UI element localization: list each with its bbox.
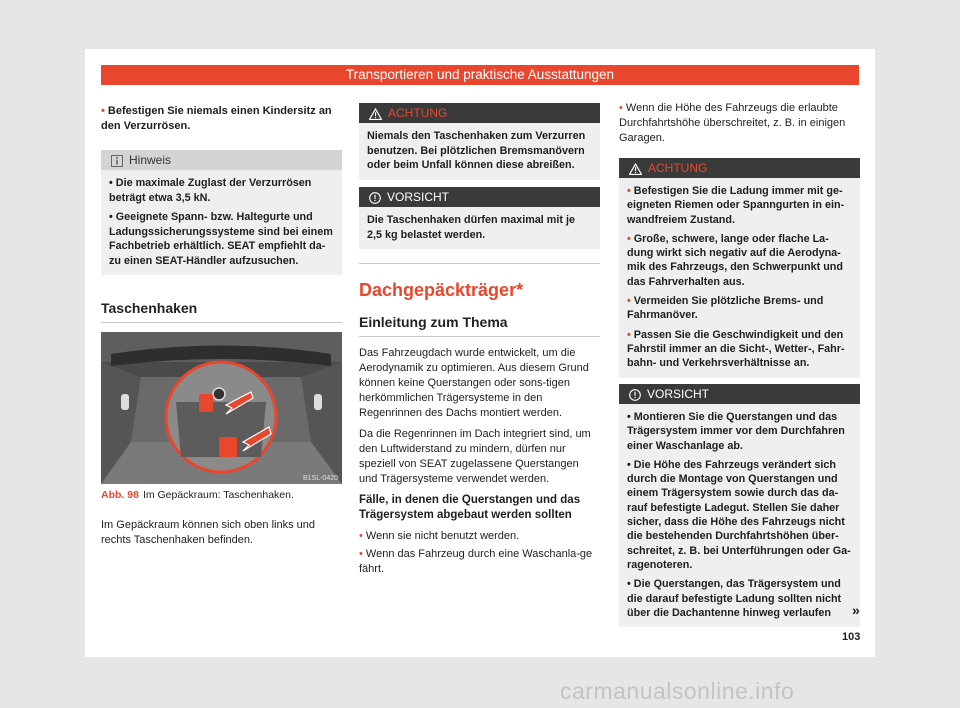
bullet-height: • Wenn die Höhe des Fahrzeugs die erlaubte Durchfahrtshöhe überschreitet, z. B. in einigen Garagen. (619, 102, 846, 144)
divider (359, 336, 600, 337)
hinweis-body (101, 170, 342, 275)
trunk-illustration (101, 332, 342, 484)
section-taschenhaken (101, 300, 342, 323)
vorsicht-item: • Die Höhe des Fahrzeugs verändert sich durch die Montage von Querstangen und einem Trägersystem sowie durch das da-rauf befestigte Ladegut. Stellen Sie daher sicher, dass die Höhe des Fahrzeugs nicht die bestehenden Durchfahrtshöhen über-schreitet, z. B. bei Unterführungen oder Ga-ragenoteren. (627, 458, 851, 571)
achtung-item: • Befestigen Sie die Ladung immer mit ge-eigneten Riemen oder Spanngurten in ein-wandfreiem Zustand. (627, 185, 845, 226)
subsection-title: Einleitung zum Thema (359, 314, 508, 330)
achtung-item: • Große, schwere, lange oder flache La-dung wirkt sich negativ auf die Aerodyna-mik des Fahrzeugs, den Schwerpunkt und das Fahrverhalten aus. (627, 232, 843, 288)
hinweis-item: • Die maximale Zuglast der Verzurrösen beträgt etwa 3,5 kN. (109, 177, 312, 204)
vorsicht-box-hooks (359, 187, 600, 249)
figure-code: B1SL-0420 (302, 475, 338, 482)
vorsicht-body: Die Taschenhaken dürfen maximal mit je 2,5 kg belastet werden. (367, 214, 576, 241)
info-icon (111, 155, 123, 167)
figure-trunk-hooks (101, 332, 342, 484)
achtung-item: • Vermeiden Sie plötzliche Brems- und Fahrmanöver. (627, 295, 824, 322)
bullet-item: • Wenn sie nicht benutzt werden. (359, 530, 520, 542)
hinweis-title: Hinweis (101, 150, 342, 170)
paragraph: Das Fahrzeugdach wurde entwickelt, um die Aerodynamik zu optimieren. Aus diesem Grund können keine Querstangen oder sons-tigen herkömmlichen Trägersysteme in den Regenrinnen des Dachs montiert werden. (359, 347, 589, 419)
achtung-title: ACHTUNG (619, 158, 860, 178)
warning-icon (629, 163, 642, 175)
dach-body (359, 346, 600, 583)
achtung-body (619, 178, 860, 378)
warning-icon (369, 108, 382, 120)
vorsicht-title: VORSICHT (359, 187, 600, 207)
caution-icon (629, 389, 641, 401)
continue-arrow: » (852, 602, 860, 618)
taschenhaken-paragraph: Im Gepäckraum können sich oben links und rechts Taschenhaken befinden. (101, 519, 316, 546)
vorsicht-title: VORSICHT (619, 384, 860, 404)
divider (101, 322, 342, 323)
vorsicht-item: • Montieren Sie die Querstangen und das Trägersystem immer vor dem Durchfahren einer Waschanlage ab. (627, 411, 845, 452)
achtung-title: ACHTUNG (359, 103, 600, 123)
achtung-body: Niemals den Taschenhaken zum Verzurren benutzen. Bei plötzlichen Bremsmanövern oder beim Unfall können diese abreißen. (367, 130, 586, 171)
caution-icon (369, 192, 381, 204)
divider (359, 263, 600, 264)
achtung-box-roof (619, 158, 860, 378)
achtung-box-hooks (359, 103, 600, 180)
bullet-item: • Wenn das Fahrzeug durch eine Waschanla-ge fährt. (359, 548, 593, 575)
vorsicht-body (619, 404, 860, 627)
bullet-child-seat: • Befestigen Sie niemals einen Kindersitz an den Verzurrösen. (101, 105, 332, 132)
chapter-title: Dachgepäckträger* (359, 280, 524, 300)
column-1 (101, 104, 342, 134)
page-header: Transportieren und praktische Ausstattungen (101, 65, 859, 85)
page-number: 103 (842, 631, 861, 643)
figure-caption: Abb. 98 Im Gepäckraum: Taschenhaken. (101, 489, 294, 501)
bold-heading: Fälle, in denen die Querstangen und das Trägersystem abgebaut werden sollten (359, 494, 581, 521)
section-dachgepaecktraeger (359, 280, 600, 337)
watermark: carmanualsonline.info (560, 678, 795, 704)
section-title: Taschenhaken (101, 300, 198, 316)
paragraph: Da die Regenrinnen im Dach integriert sind, um den Luftwiderstand zu mindern, dürfen nur speziell von SEAT zugelassene Querstangen und Trägersysteme verwendet werden. (359, 428, 591, 485)
vorsicht-item: • Die Querstangen, das Trägersystem und die darauf befestigte Ladung sollten nicht über die Dachantenne hinweg verlaufen (627, 578, 842, 619)
vorsicht-box-roof (619, 384, 860, 627)
hinweis-box (101, 150, 342, 275)
hinweis-item: • Geeignete Spann- bzw. Haltegurte und Ladungssicherungssysteme sind bei einem Fachbetrieb erhältlich. SEAT empfiehlt da-zu einen SEAT-Händler aufzusuchen. (109, 211, 333, 267)
achtung-item: • Passen Sie die Geschwindigkeit und den Fahrstil immer an die Sicht-, Wetter-, Fahr-bahn- und Verkehrsverhältnisse an. (627, 328, 845, 370)
